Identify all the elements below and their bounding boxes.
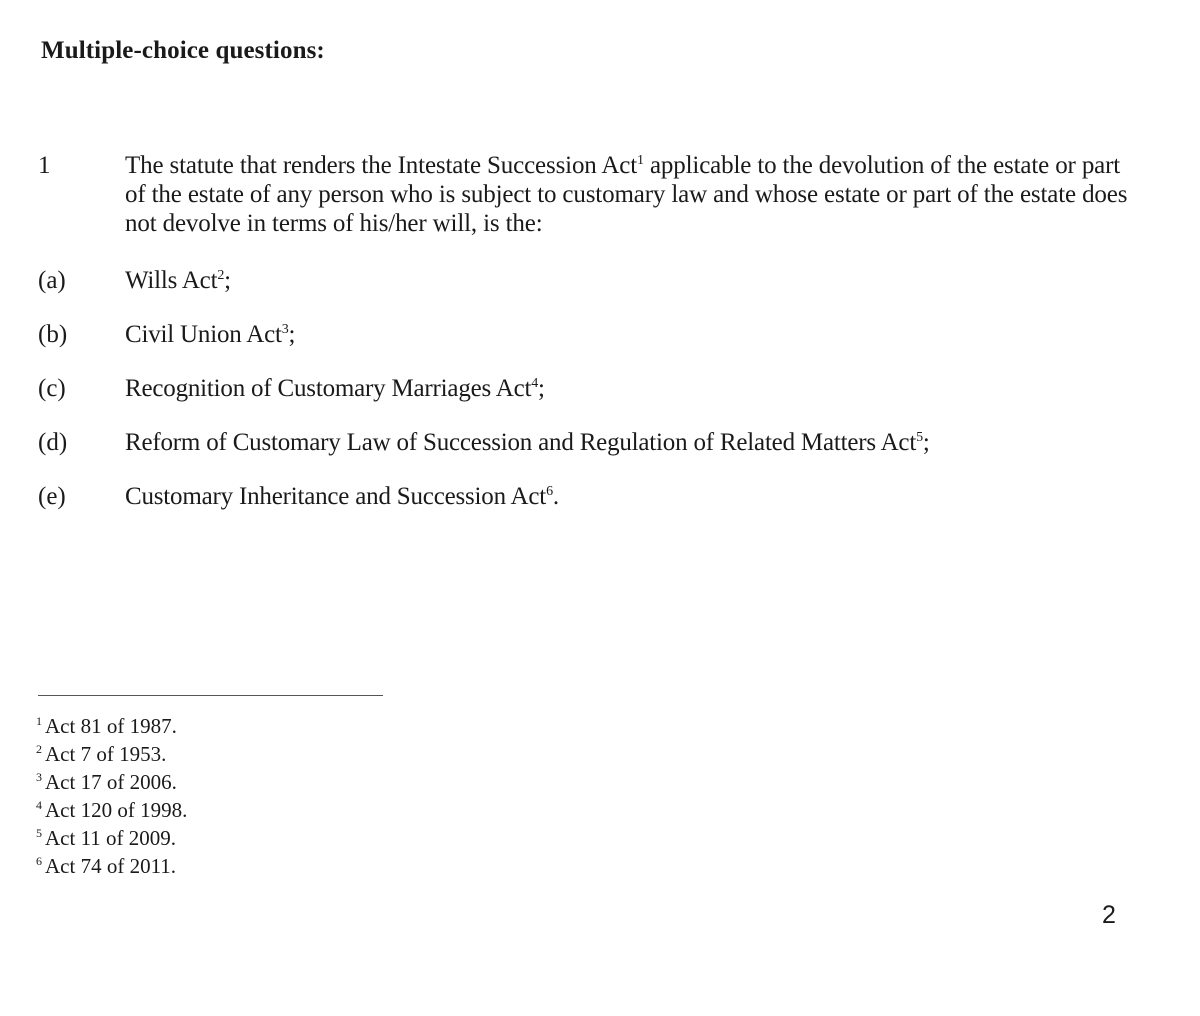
option-letter: (d): [38, 429, 68, 456]
option-text: [125, 320, 295, 349]
footnote-ref: 4: [531, 376, 539, 391]
footnote-mark: 1: [36, 714, 42, 728]
option-text: [125, 266, 231, 295]
option-letter: (a): [38, 267, 66, 294]
footnote-mark: 4: [36, 798, 42, 812]
footnotes: [36, 712, 187, 880]
question-text: [125, 151, 1130, 238]
footnote-mark: 2: [36, 742, 42, 756]
option-letter: (e): [38, 483, 66, 510]
footnote-ref: 6: [546, 484, 553, 499]
answer-options: [38, 266, 1138, 536]
footnote: [36, 768, 187, 796]
option-label: Recognition of Customary Marriages Act: [125, 375, 532, 402]
option-punctuation: .: [552, 483, 559, 510]
footnote-text: Act 120 of 1998.: [45, 798, 188, 822]
option-punctuation: ;: [288, 321, 296, 348]
footnote: [36, 712, 187, 740]
footnote-ref: 1: [637, 153, 644, 168]
footnote-ref: 5: [916, 430, 923, 445]
option-a: [38, 266, 1138, 320]
question-number: 1: [38, 152, 51, 179]
footnote: [36, 796, 187, 824]
option-label: Customary Inheritance and Succession Act: [125, 483, 547, 510]
option-label: Reform of Customary Law of Succession and Regulation of Related Matters Act: [125, 429, 917, 456]
option-d: [38, 428, 1138, 482]
option-punctuation: ;: [922, 429, 930, 456]
option-label: Wills Act: [125, 267, 218, 294]
footnote-ref: 3: [281, 322, 289, 337]
footnote: [36, 824, 187, 852]
section-heading: Multiple-choice questions:: [41, 37, 325, 64]
option-e: [38, 482, 1138, 536]
option-letter: (c): [38, 375, 66, 402]
footnote-text: Act 17 of 2006.: [45, 770, 177, 794]
footnote-mark: 5: [36, 826, 42, 840]
option-text: [125, 428, 930, 457]
footnote: [36, 852, 187, 880]
option-punctuation: ;: [538, 375, 545, 402]
question-text-before: The statute that renders the Intestate Succession Act: [125, 152, 638, 179]
footnote-ref: 2: [217, 268, 225, 283]
option-c: [38, 374, 1138, 428]
footnote: [36, 740, 187, 768]
option-punctuation: ;: [224, 267, 231, 294]
option-letter: (b): [38, 321, 68, 348]
option-text: [125, 374, 545, 403]
page-number: 2: [1102, 901, 1116, 929]
question-text-after: applicable to the devolution of the estate or part of the estate of any person who is subject to customary law and whose estate or part of the estate does not devolve in terms of his/her will, is the:: [125, 152, 1128, 237]
option-text: [125, 482, 559, 511]
footnote-mark: 6: [36, 854, 42, 868]
option-b: [38, 320, 1138, 374]
footnote-mark: 3: [36, 770, 42, 784]
footnote-text: Act 7 of 1953.: [45, 742, 167, 766]
option-label: Civil Union Act: [125, 321, 282, 348]
footnote-text: Act 74 of 2011.: [45, 854, 177, 878]
footnote-text: Act 81 of 1987.: [45, 714, 177, 738]
footnote-divider: [38, 695, 383, 696]
footnote-text: Act 11 of 2009.: [45, 826, 177, 850]
